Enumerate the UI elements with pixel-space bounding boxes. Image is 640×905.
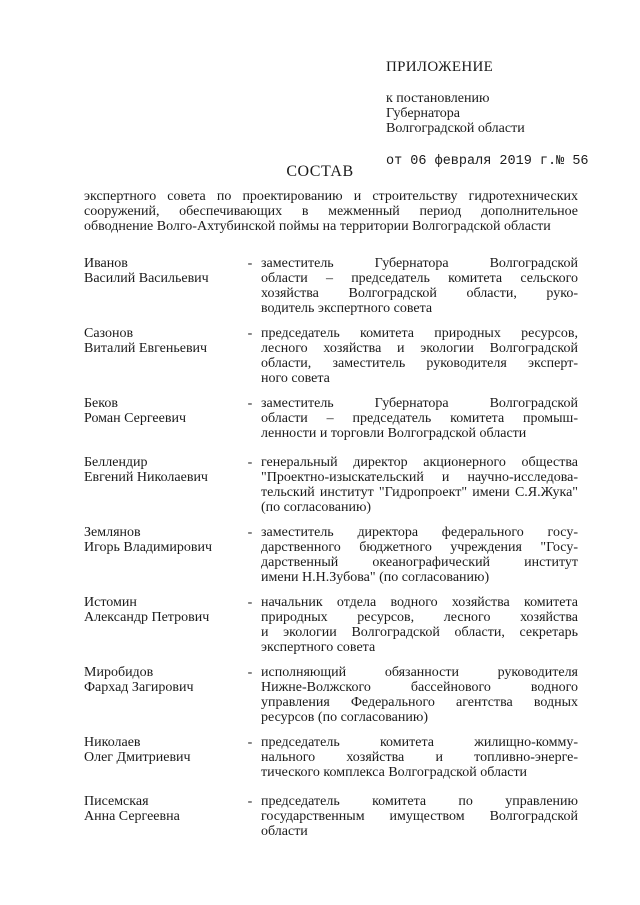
member-dash: - — [247, 455, 253, 470]
member-dash: - — [247, 256, 253, 271]
member-dash: - — [247, 665, 253, 680]
role-line: государственным имуществом Волгоградской — [261, 809, 578, 824]
member-name — [84, 794, 244, 824]
member-dash: - — [247, 525, 253, 540]
role-line: управления Федерального агентства водных — [261, 695, 578, 710]
role-line: области – председатель комитета сельского — [261, 271, 578, 286]
role-line: и экологии Волгоградской области, секретарь — [261, 625, 578, 640]
member-role — [261, 665, 578, 725]
member-role — [261, 256, 578, 316]
role-line: хозяйства Волгоградской области, руко- — [261, 286, 578, 301]
member-name — [84, 525, 244, 555]
appendix-block — [386, 60, 616, 169]
member-surname: Николаев — [84, 735, 141, 750]
member-dash: - — [247, 595, 253, 610]
member-role — [261, 455, 578, 515]
member-name — [84, 256, 244, 286]
role-line: экспертного совета — [261, 640, 376, 655]
member-surname: Землянов — [84, 525, 141, 540]
role-line: нального хозяйства и топливно-энерге- — [261, 750, 578, 765]
member-surname: Сазонов — [84, 326, 134, 341]
member-surname: Беллендир — [84, 455, 148, 470]
member-role — [261, 396, 578, 441]
member-name — [84, 326, 244, 356]
member-role — [261, 595, 578, 655]
intro-line-2: сооружений, обеспечивающих в межменный период дополнительное — [84, 204, 578, 219]
appendix-line-3: Волгоградской области — [386, 121, 525, 136]
role-line: тельский институт "Гидропроект" имени С.Я.Жука" — [261, 485, 578, 500]
role-line: (по согласованию) — [261, 500, 372, 515]
member-given-name: Виталий Евгеньевич — [84, 341, 208, 356]
role-line: дарственный океанографический институт — [261, 555, 578, 570]
member-given-name: Роман Сергеевич — [84, 411, 186, 426]
role-line: лесного хозяйства и экологии Волгоградской — [261, 341, 578, 356]
member-dash: - — [247, 794, 253, 809]
member-role — [261, 794, 578, 839]
member-role — [261, 735, 578, 780]
member-given-name: Анна Сергеевна — [84, 809, 180, 824]
role-line: "Проектно-изыскательский и научно-исследова- — [261, 470, 578, 485]
document-intro — [84, 189, 578, 234]
role-line: заместитель Губернатора Волгоградской — [261, 396, 578, 411]
role-line: ленности и торговли Волгоградской области — [261, 426, 527, 441]
member-name — [84, 665, 244, 695]
member-given-name: Фархад Загирович — [84, 680, 194, 695]
role-line: водитель экспертного совета — [261, 301, 433, 316]
role-line: области – председатель комитета промыш- — [261, 411, 578, 426]
member-name — [84, 396, 244, 426]
member-given-name: Евгений Николаевич — [84, 470, 208, 485]
role-line: ресурсов (по согласованию) — [261, 710, 428, 725]
role-line: имени Н.Н.Зубова" (по согласованию) — [261, 570, 490, 585]
member-dash: - — [247, 396, 253, 411]
member-dash: - — [247, 735, 253, 750]
role-line: тического комплекса Волгоградской области — [261, 765, 528, 780]
member-given-name: Игорь Владимирович — [84, 540, 213, 555]
role-line: председатель комитета жилищно-комму- — [261, 735, 578, 750]
appendix-date: от 06 февраля 2019 г.№ 56 — [386, 154, 589, 169]
member-given-name: Александр Петрович — [84, 610, 210, 625]
role-line: исполняющий обязанности руководителя — [261, 665, 578, 680]
intro-line-1: экспертного совета по проектированию и строительству гидротехнических — [84, 189, 578, 204]
role-line: дарственного бюджетного учреждения "Госу- — [261, 540, 578, 555]
member-name — [84, 735, 244, 765]
role-line: начальник отдела водного хозяйства комитета — [261, 595, 578, 610]
member-surname: Иванов — [84, 256, 128, 271]
member-name — [84, 595, 244, 625]
role-line: природных ресурсов, лесного хозяйства — [261, 610, 578, 625]
intro-line-3: обводнение Волго-Ахтубинской поймы на территории Волгоградской области — [84, 219, 551, 234]
appendix-title: ПРИЛОЖЕНИЕ — [386, 59, 494, 75]
role-line: заместитель Губернатора Волгоградской — [261, 256, 578, 271]
role-line: заместитель директора федерального госу- — [261, 525, 578, 540]
member-given-name: Василий Васильевич — [84, 271, 209, 286]
member-dash: - — [247, 326, 253, 341]
appendix-line-2: Губернатора — [386, 106, 461, 121]
member-role — [261, 326, 578, 386]
appendix-line-1: к постановлению — [386, 91, 490, 106]
role-line: области, заместитель руководителя эксперт- — [261, 356, 578, 371]
role-line: председатель комитета по управлению — [261, 794, 578, 809]
member-given-name: Олег Дмитриевич — [84, 750, 191, 765]
member-surname: Беков — [84, 396, 118, 411]
document-heading: СОСТАВ — [286, 163, 354, 180]
member-surname: Истомин — [84, 595, 137, 610]
role-line: области — [261, 824, 308, 839]
member-surname: Писемская — [84, 794, 149, 809]
role-line: ного совета — [261, 371, 330, 386]
member-name — [84, 455, 244, 485]
role-line: председатель комитета природных ресурсов, — [261, 326, 578, 341]
role-line: генеральный директор акционерного общества — [261, 455, 578, 470]
role-line: Нижне-Волжского бассейнового водного — [261, 680, 578, 695]
member-surname: Миробидов — [84, 665, 154, 680]
member-role — [261, 525, 578, 585]
